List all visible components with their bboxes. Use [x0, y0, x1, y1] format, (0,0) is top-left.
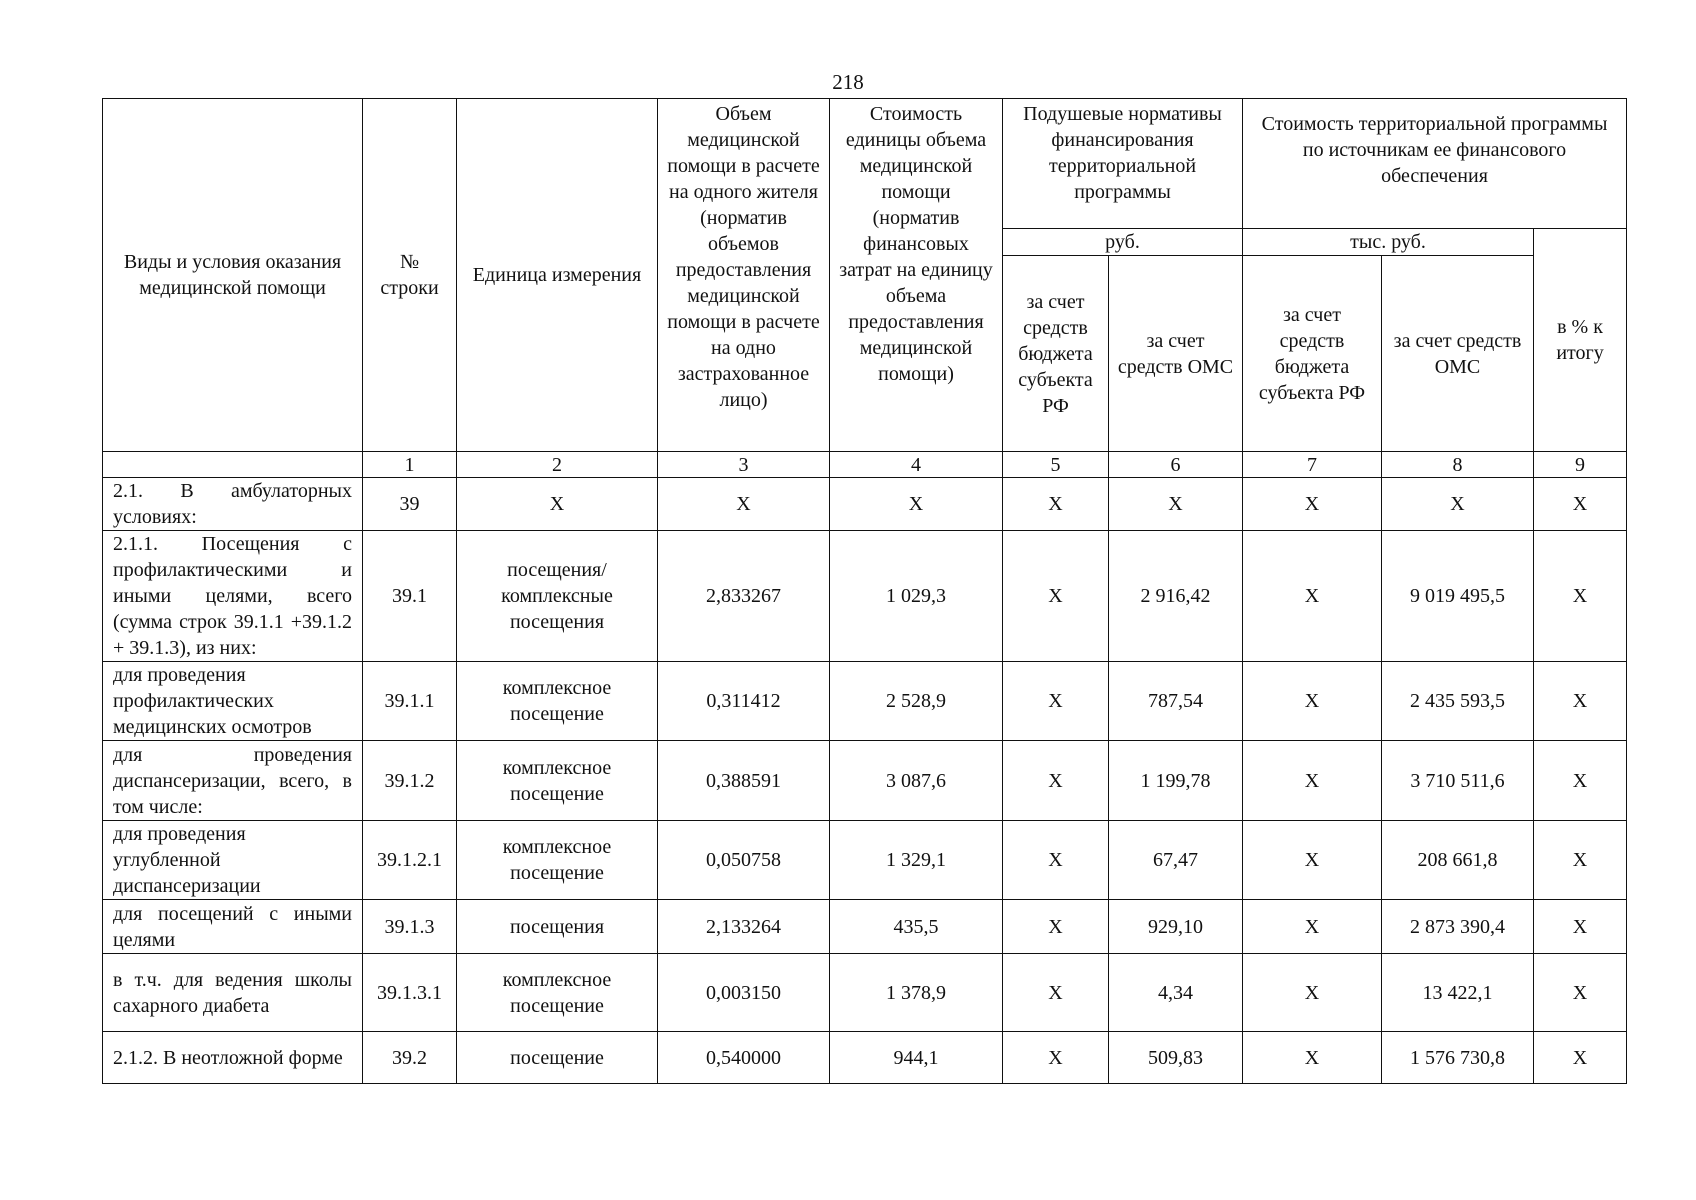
column-number: 6 [1109, 452, 1243, 478]
row-number: 39.1.2 [363, 741, 457, 821]
row-oms-thousand: 3 710 511,6 [1382, 741, 1534, 821]
row-oms-rub: 4,34 [1109, 954, 1243, 1032]
header-cost: Стоимость единицы объема медицинской помощи (норматив финансовых затрат на единицу объема предоставления медицинской помощи) [830, 99, 1003, 452]
row-kind: в т.ч. для ведения школы сахарного диабета [103, 954, 363, 1032]
row-unit: комплексное посещение [457, 954, 658, 1032]
row-unit: комплексное посещение [457, 821, 658, 900]
row-oms-thousand: 2 435 593,5 [1382, 662, 1534, 741]
row-volume: 2,833267 [658, 531, 830, 662]
row-oms-thousand: 9 019 495,5 [1382, 531, 1534, 662]
column-number: 7 [1243, 452, 1382, 478]
column-number: 1 [363, 452, 457, 478]
row-percent: X [1534, 900, 1627, 954]
table-row [103, 821, 1627, 900]
header-kind: Виды и условия оказания медицинской помощи [103, 99, 363, 452]
row-budget-rub: X [1003, 821, 1109, 900]
table-row [103, 531, 1627, 662]
column-number: 9 [1534, 452, 1627, 478]
row-budget-thousand: X [1243, 954, 1382, 1032]
header-thousand-rub: тыс. руб. [1243, 229, 1534, 256]
row-budget-rub: X [1003, 531, 1109, 662]
row-number: 39.1.3 [363, 900, 457, 954]
row-budget-rub: X [1003, 954, 1109, 1032]
row-volume: 0,311412 [658, 662, 830, 741]
row-budget-thousand: X [1243, 1032, 1382, 1084]
row-oms-rub: 509,83 [1109, 1032, 1243, 1084]
header-budget-thousand: за счет средств бюджета субъекта РФ [1243, 256, 1382, 452]
row-oms-rub: 67,47 [1109, 821, 1243, 900]
row-number: 39.2 [363, 1032, 457, 1084]
table-row [103, 478, 1627, 531]
row-budget-thousand: X [1243, 741, 1382, 821]
row-unit: посещения/ комплексные посещения [457, 531, 658, 662]
row-percent: X [1534, 954, 1627, 1032]
row-cost: 1 029,3 [830, 531, 1003, 662]
row-unit: комплексное посещение [457, 741, 658, 821]
header-rub: руб. [1003, 229, 1243, 256]
row-kind: для посещений с иными целями [103, 900, 363, 954]
row-oms-rub: 2 916,42 [1109, 531, 1243, 662]
row-kind: 2.1. В амбулаторных условиях: [103, 478, 363, 531]
column-number-blank [103, 452, 363, 478]
row-volume: X [658, 478, 830, 531]
header-row-number: № строки [363, 99, 457, 452]
header-volume: Объем медицинской помощи в расчете на одного жителя (норматив объемов предоставления медицинской помощи в расчете на одно застрахованное лицо) [658, 99, 830, 452]
row-oms-rub: X [1109, 478, 1243, 531]
table-row [103, 900, 1627, 954]
row-cost: 3 087,6 [830, 741, 1003, 821]
row-volume: 2,133264 [658, 900, 830, 954]
row-budget-thousand: X [1243, 662, 1382, 741]
header-oms-thousand: за счет средств ОМС [1382, 256, 1534, 452]
row-volume: 0,003150 [658, 954, 830, 1032]
row-percent: X [1534, 478, 1627, 531]
row-kind: для проведения диспансеризации, всего, в том числе: [103, 741, 363, 821]
row-percent: X [1534, 531, 1627, 662]
column-number: 2 [457, 452, 658, 478]
row-volume: 0,388591 [658, 741, 830, 821]
row-number: 39.1.3.1 [363, 954, 457, 1032]
row-number: 39.1.1 [363, 662, 457, 741]
row-budget-rub: X [1003, 900, 1109, 954]
row-oms-thousand: 13 422,1 [1382, 954, 1534, 1032]
row-percent: X [1534, 821, 1627, 900]
row-volume: 0,540000 [658, 1032, 830, 1084]
table-row [103, 954, 1627, 1032]
row-cost: X [830, 478, 1003, 531]
table-row [103, 1032, 1627, 1084]
row-oms-rub: 1 199,78 [1109, 741, 1243, 821]
row-number: 39 [363, 478, 457, 531]
row-budget-thousand: X [1243, 900, 1382, 954]
row-budget-rub: X [1003, 741, 1109, 821]
row-cost: 1 378,9 [830, 954, 1003, 1032]
row-budget-rub: X [1003, 1032, 1109, 1084]
row-oms-thousand: 1 576 730,8 [1382, 1032, 1534, 1084]
row-number: 39.1.2.1 [363, 821, 457, 900]
row-oms-rub: 929,10 [1109, 900, 1243, 954]
row-unit: X [457, 478, 658, 531]
row-unit: комплексное посещение [457, 662, 658, 741]
row-oms-thousand: 2 873 390,4 [1382, 900, 1534, 954]
row-oms-rub: 787,54 [1109, 662, 1243, 741]
row-kind: для проведения профилактических медицинских осмотров [103, 662, 363, 741]
column-number: 5 [1003, 452, 1109, 478]
column-number: 8 [1382, 452, 1534, 478]
row-budget-rub: X [1003, 662, 1109, 741]
row-percent: X [1534, 1032, 1627, 1084]
row-unit: посещения [457, 900, 658, 954]
column-numbers-row [103, 452, 1627, 478]
header-budget-rub: за счет средств бюджета субъекта РФ [1003, 256, 1109, 452]
row-cost: 1 329,1 [830, 821, 1003, 900]
header-per-capita: Подушевые нормативы финансирования территориальной программы [1003, 99, 1243, 229]
row-oms-thousand: 208 661,8 [1382, 821, 1534, 900]
row-percent: X [1534, 741, 1627, 821]
row-budget-thousand: X [1243, 821, 1382, 900]
financing-table [102, 98, 1627, 1084]
row-cost: 944,1 [830, 1032, 1003, 1084]
table-row [103, 741, 1627, 821]
header-oms-rub: за счет средств ОМС [1109, 256, 1243, 452]
column-number: 4 [830, 452, 1003, 478]
row-number: 39.1 [363, 531, 457, 662]
row-kind: для проведения углубленной диспансеризации [103, 821, 363, 900]
header-unit: Единица измерения [457, 99, 658, 452]
row-percent: X [1534, 662, 1627, 741]
header-percent: в % к итогу [1534, 229, 1627, 452]
row-kind: 2.1.2. В неотложной форме [103, 1032, 363, 1084]
page-number: 218 [832, 70, 864, 94]
row-budget-rub: X [1003, 478, 1109, 531]
row-cost: 435,5 [830, 900, 1003, 954]
row-unit: посещение [457, 1032, 658, 1084]
row-cost: 2 528,9 [830, 662, 1003, 741]
table-row [103, 662, 1627, 741]
row-oms-thousand: X [1382, 478, 1534, 531]
row-budget-thousand: X [1243, 478, 1382, 531]
row-kind: 2.1.1. Посещения с профилактическими и иными целями, всего (сумма строк 39.1.1 +39.1.2 + 39.1.3), из них: [103, 531, 363, 662]
column-number: 3 [658, 452, 830, 478]
row-budget-thousand: X [1243, 531, 1382, 662]
row-volume: 0,050758 [658, 821, 830, 900]
header-program-cost: Стоимость территориальной программы по источникам ее финансового обеспечения [1243, 99, 1627, 229]
